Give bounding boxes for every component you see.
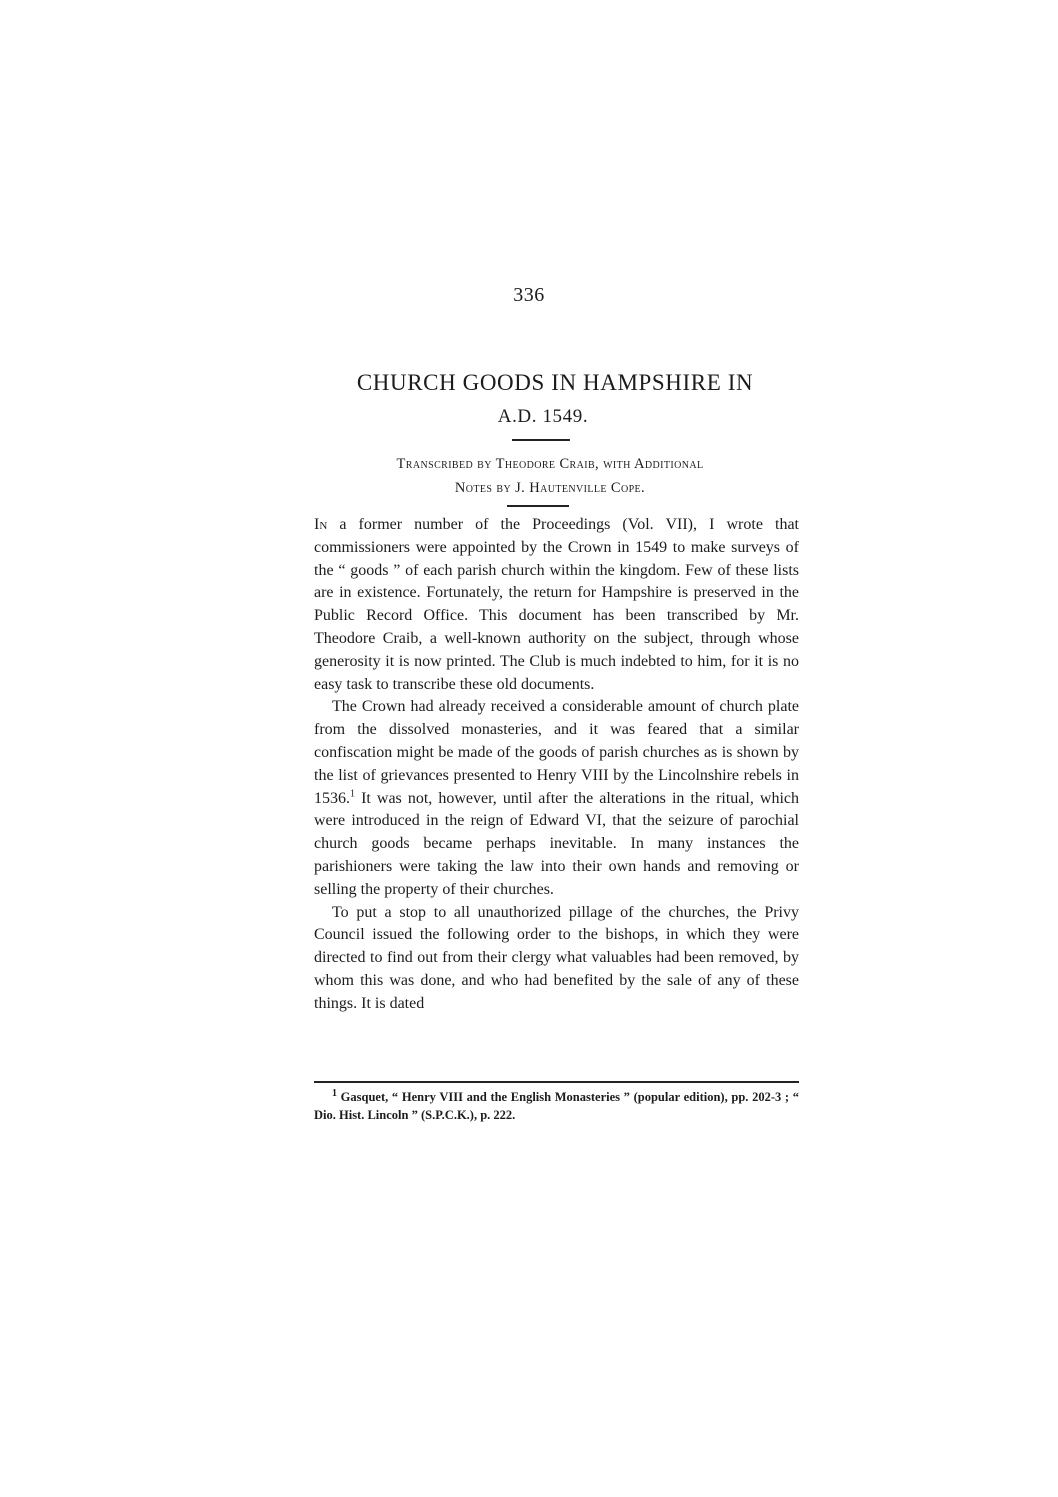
footnote-text: Gasquet, “ Henry VIII and the English Monasteries ” (popular edition), pp. 202-3 ; “ Dio. Hist. Lincoln ” (S.P.C.K.), p. 222. xyxy=(314,1090,799,1122)
article-date: A.D. 1549. xyxy=(497,406,589,427)
byline-line-2: Notes by J. Hautenville Cope. xyxy=(454,480,646,496)
paragraph-lead-word: In xyxy=(314,516,328,533)
paragraph-2 xyxy=(314,696,799,901)
footnote-reference: 1 xyxy=(350,788,355,800)
paragraph-1-text: a former number of the Proceedings (Vol. VII), I wrote that commissioners were appointed by the Crown in 1549 to make surveys of the “ goods ” of each parish church within the kingdom. Few of these lists are in existence. Fortunately, the return for Hampshire is preserved in the Public Record Office. This document has been transcribed by Mr. Theodore Craib, a well-known authority on the subject, through whose generosity it is now printed. The Club is much indebted to him, for it is no easy task to transcribe these old documents. xyxy=(314,516,799,693)
footnote-marker: 1 xyxy=(332,1087,337,1099)
byline-divider xyxy=(507,505,569,507)
article-body xyxy=(314,514,799,1016)
paragraph-3: To put a stop to all unauthorized pillage of the churches, the Privy Council issued the following order to the bishops, in which they were directed to find out from their clergy what valuables had been removed, by whom this was done, and who had benefited by the sale of any of these things. It is dated xyxy=(314,903,799,1012)
paragraph-2-text-a: The Crown had already received a considerable amount of church plate from the dissolved monasteries, and it was feared that a similar confiscation might be made of the goods of parish churches as is shown by the list of grievances presented to Henry VIII by the Lincolnshire rebels in 1536. xyxy=(314,698,799,807)
byline xyxy=(300,452,800,500)
article-title: CHURCH GOODS IN HAMPSHIRE IN xyxy=(356,370,754,395)
title-divider xyxy=(512,439,570,441)
page-number: 336 xyxy=(513,284,545,306)
paragraph-2-text-b: It was not, however, until after the alterations in the ritual, which were introduced in the reign of Edward VI, that the seizure of parochial church goods became perhaps inevitable. In many instances the parishioners were taking the law into their own hands and removing or selling the property of their churches. xyxy=(314,789,799,898)
paragraph-1 xyxy=(314,514,799,696)
footnote xyxy=(314,1088,799,1124)
byline-line-1: Transcribed by Theodore Craib, with Additional xyxy=(396,456,704,472)
footnote-divider xyxy=(314,1081,799,1083)
